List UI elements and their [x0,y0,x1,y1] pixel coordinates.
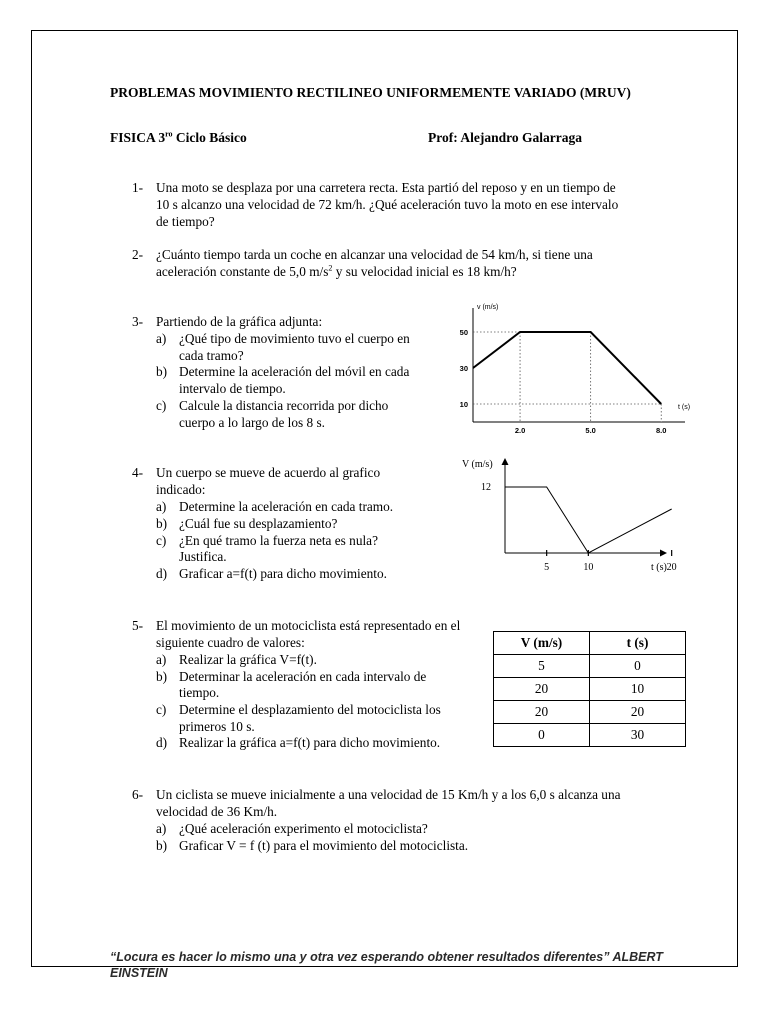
item-text: Justifica. [179,549,227,564]
item-text: Determine el desplazamiento del motociclista los [179,702,441,717]
problem-intro: indicado: [156,482,206,497]
velocity-time-chart-1 [440,298,700,438]
problem-text: de tiempo? [156,214,215,229]
table-cell: 20 [494,701,590,724]
item-text: Calcule la distancia recorrida por dicho [179,398,389,413]
x-tick-label: 8.0 [656,426,667,435]
x-tick-label: 20 [666,562,677,573]
item-text: Realizar la gráfica a=f(t) para dicho movimiento. [179,735,441,750]
problem-intro: Un cuerpo se mueve de acuerdo al grafico [156,465,381,480]
problem-number: 3- [132,314,144,329]
table-row [494,724,686,747]
problem-number: 6- [132,787,144,802]
item-text: cuerpo a lo largo de los 8 s. [179,415,325,430]
item-text: intervalo de tiempo. [179,381,286,396]
item-letter: a) [156,821,167,836]
table-header: V (m/s) [494,632,590,655]
x-tick-label: 10 [583,562,594,573]
series-line [505,487,672,553]
item-letter: b) [156,838,168,853]
item-letter: c) [156,533,167,548]
table-row [494,655,686,678]
item-letter: b) [156,516,168,531]
table-row [494,678,686,701]
quote-text: “Locura es hacer lo mismo una y otra vez esperando obtener resultados diferentes” [110,950,613,964]
table-header-row [494,632,686,655]
page-title: PROBLEMAS MOVIMIENTO RECTILINEO UNIFORMEMENTE VARIADO (MRUV) [110,85,631,100]
problem-text: Una moto se desplaza por una carretera recta. Esta partió del reposo y en un tiempo de [156,180,616,195]
x-tick-label: 5 [544,562,550,573]
problem-number: 1- [132,180,144,195]
y-tick-label: 12 [481,482,491,493]
item-letter: d) [156,735,168,750]
course-label: FISICA $3^{ro}$ Ciclo Básico [110,129,247,145]
problem-intro: Un ciclista se mueve inicialmente a una velocidad de 15 Km/h y a los 6,0 s alcanza una [156,787,621,802]
table-cell: 20 [494,678,590,701]
item-text: ¿Qué tipo de movimiento tuvo el cuerpo en [179,331,410,346]
problem-text: aceleración constante de 5,0 $m/s^2$ y su velocidad inicial es 18 km/h? [156,263,517,279]
y-tick-label: 30 [459,364,468,373]
item-letter: c) [156,702,167,717]
item-letter: a) [156,331,167,346]
item-text: ¿Cuál fue su desplazamiento? [179,516,338,531]
table-cell: 0 [590,655,686,678]
teacher-label: Prof: Alejandro Galarraga [428,130,582,145]
item-letter: b) [156,364,168,379]
x-axis-arrow [660,550,667,557]
problem-text: 10 s alcanzo una velocidad de 72 km/h. ¿Qué aceleración tuvo la moto en ese intervalo [156,197,619,212]
item-text: Determinar la aceleración en cada intervalo de [179,669,427,684]
x-axis-label: t (s) [678,404,691,411]
item-text: ¿En qué tramo la fuerza neta es nula? [179,533,378,548]
table-cell: 0 [494,724,590,747]
x-tick-label: 5.0 [585,426,596,435]
series-line [473,332,661,404]
item-text: Graficar a=f(t) para dicho movimiento. [179,566,387,581]
velocity-time-chart-2 [455,452,685,582]
y-axis-label: v (m/s) [477,304,499,311]
problem-intro: Partiendo de la gráfica adjunta: [156,314,323,329]
item-text: Realizar la gráfica V=f(t). [179,652,317,667]
item-letter: b) [156,669,168,684]
y-tick-label: 50 [459,328,468,337]
problem-number: 4- [132,465,144,480]
item-text: ¿Qué aceleración experimento el motociclista? [179,821,428,836]
item-letter: a) [156,652,167,667]
item-letter: c) [156,398,167,413]
item-text: primeros 10 s. [179,719,255,734]
table-header: t (s) [590,632,686,655]
x-tick-label: 2.0 [514,426,526,435]
item-text: tiempo. [179,685,220,700]
table-cell: 10 [590,678,686,701]
item-letter: d) [156,566,168,581]
item-letter: a) [156,499,167,514]
y-tick-label: 10 [459,400,468,409]
problem-intro: El movimiento de un motociclista está representado en el [156,618,461,633]
problem-intro: siguiente cuadro de valores: [156,635,305,650]
problem-number: 2- [132,247,144,262]
quote [110,949,670,981]
item-text: cada tramo? [179,348,244,363]
table-cell: 30 [590,724,686,747]
values-table [493,631,686,747]
problem-number: 5- [132,618,144,633]
table-cell: 5 [494,655,590,678]
table-cell: 20 [590,701,686,724]
problem-intro: velocidad de 36 Km/h. [156,804,278,819]
y-axis-label: V (m/s) [462,459,493,470]
y-axis-arrow [502,458,509,465]
item-text: Graficar V = f (t) para el movimiento del motociclista. [179,838,469,853]
quote-author: ALBERT EINSTEIN [110,950,663,980]
x-axis-label: t (s) [651,562,667,573]
item-text: Determine la aceleración en cada tramo. [179,499,394,514]
problem-text: ¿Cuánto tiempo tarda un coche en alcanzar una velocidad de 54 km/h, si tiene una [156,247,593,262]
table-row [494,701,686,724]
item-text: Determine la aceleración del móvil en cada [179,364,410,379]
